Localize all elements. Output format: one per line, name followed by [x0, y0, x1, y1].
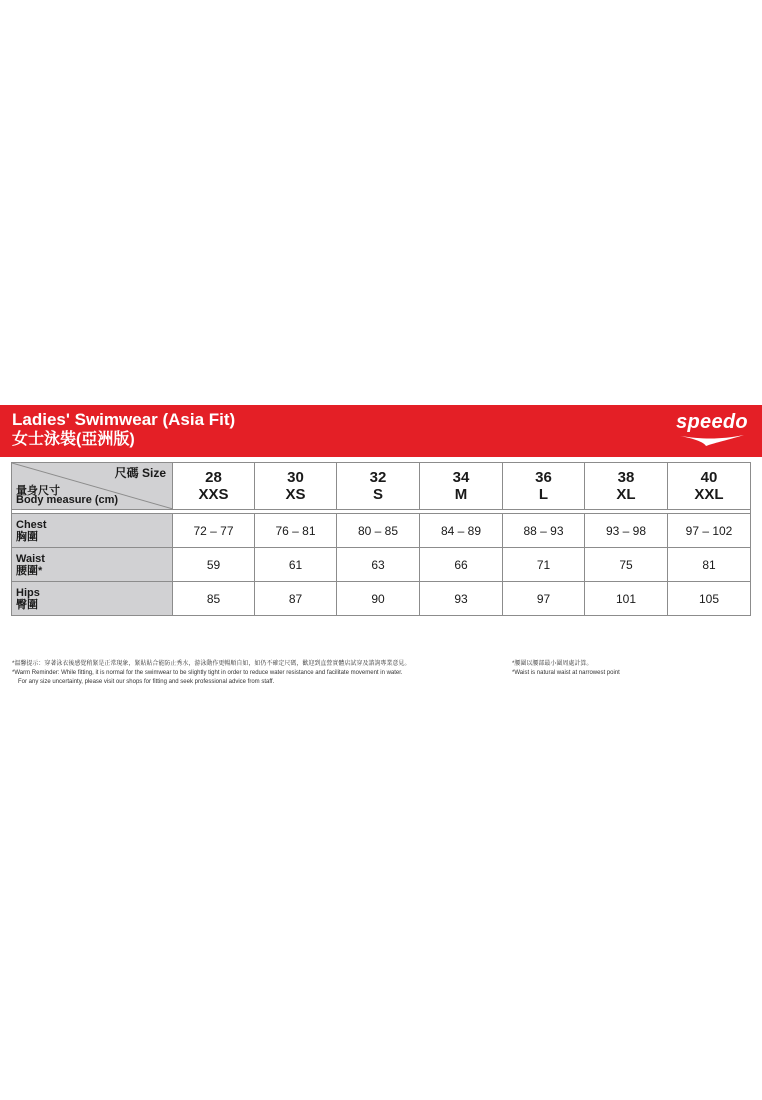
- row-label-cn: 胸圍: [16, 530, 38, 543]
- measure-cell: 101: [585, 582, 668, 616]
- measure-cell: 85: [173, 582, 255, 616]
- measure-cell: 90: [337, 582, 420, 616]
- measure-cell: 93: [420, 582, 503, 616]
- size-header-cell: [173, 463, 255, 510]
- row-label-en: Hips: [16, 586, 40, 599]
- size-letter: M: [454, 486, 468, 503]
- measure-cell: 97 – 102: [668, 514, 751, 548]
- size-letter: XXL: [694, 486, 724, 503]
- row-label-en: Chest: [16, 518, 47, 531]
- banner-subtitle: 女士泳裝(亞洲版): [12, 431, 135, 448]
- measure-cell: 63: [337, 548, 420, 582]
- size-number: 28: [205, 469, 222, 486]
- measure-cell: 105: [668, 582, 751, 616]
- size-header-cell: [255, 463, 337, 510]
- size-header-cell: [585, 463, 668, 510]
- size-header-row: [12, 463, 751, 510]
- row-label-cell: [12, 582, 173, 616]
- size-letter: XXS: [198, 486, 229, 503]
- size-number: 40: [700, 469, 718, 486]
- size-label: 尺碼 Size: [114, 466, 166, 480]
- measure-cell: 59: [173, 548, 255, 582]
- measure-cell: 87: [255, 582, 337, 616]
- measure-cell: 80 – 85: [337, 514, 420, 548]
- size-number: 30: [287, 469, 304, 486]
- waist-note-cn: *腰圍以腰部最小圍周處計算。: [512, 661, 593, 667]
- size-header-cell: [668, 463, 751, 510]
- banner-title: Ladies' Swimwear (Asia Fit): [12, 410, 236, 429]
- note-en-continued: For any size uncertainty, please visit our shops for fitting and seek professional advice from staff.: [18, 679, 275, 685]
- measure-cell: 71: [503, 548, 585, 582]
- table-row-chest: [12, 514, 751, 548]
- size-letter: XS: [285, 486, 306, 503]
- measure-cell: 97: [503, 582, 585, 616]
- measure-cell: 93 – 98: [585, 514, 668, 548]
- logo-text: speedo: [676, 411, 748, 433]
- measure-cell: 75: [585, 548, 668, 582]
- waist-note-en: *Waist is natural waist at narrowest point: [512, 670, 620, 676]
- size-letter: S: [372, 486, 383, 503]
- speedo-logo: [674, 411, 750, 451]
- waist-footnote: [512, 660, 752, 678]
- measure-cell: 66: [420, 548, 503, 582]
- corner-header-cell: [12, 463, 173, 510]
- note-cn: *溫馨提示：穿著泳衣後感覺稍緊是正常現象，緊貼貼合能防止秀水，游泳動作更暢順自如，如仍不確定尺碼，歡迎到直營實體店試穿及諮詢專業意見。: [12, 661, 411, 667]
- size-number: 38: [617, 469, 635, 486]
- fitting-notes: [12, 660, 512, 687]
- boomerang-icon: [678, 433, 746, 447]
- row-label-cell: [12, 514, 173, 548]
- size-letter: XL: [616, 486, 636, 503]
- row-label-cell: [12, 548, 173, 582]
- measure-cell: 72 – 77: [173, 514, 255, 548]
- row-label-cn: 臀圍: [16, 598, 38, 611]
- measure-cell: 81: [668, 548, 751, 582]
- row-label-en: Waist: [16, 552, 45, 565]
- measure-cell: 84 – 89: [420, 514, 503, 548]
- size-header-cell: [503, 463, 585, 510]
- note-en: *Warm Reminder: While fitting, it is normal for the swimwear to be slightly tight in order to reduce water resistance and facilitate movement in water.: [12, 670, 403, 676]
- measure-label-cn: 量身尺寸: [16, 485, 60, 497]
- measure-cell: 76 – 81: [255, 514, 337, 548]
- table-row-waist: [12, 548, 751, 582]
- title-banner: [0, 405, 762, 457]
- measure-label-en: Body measure (cm): [16, 494, 119, 506]
- size-header-cell: [420, 463, 503, 510]
- table-row-hips: [12, 582, 751, 616]
- size-chart-table: [11, 462, 751, 616]
- size-number: 32: [369, 469, 387, 486]
- size-header-cell: [337, 463, 420, 510]
- size-number: 36: [535, 469, 552, 486]
- measure-cell: 61: [255, 548, 337, 582]
- row-label-cn: 腰圍*: [16, 564, 43, 577]
- size-number: 34: [452, 469, 470, 486]
- size-letter: L: [538, 486, 549, 503]
- measure-cell: 88 – 93: [503, 514, 585, 548]
